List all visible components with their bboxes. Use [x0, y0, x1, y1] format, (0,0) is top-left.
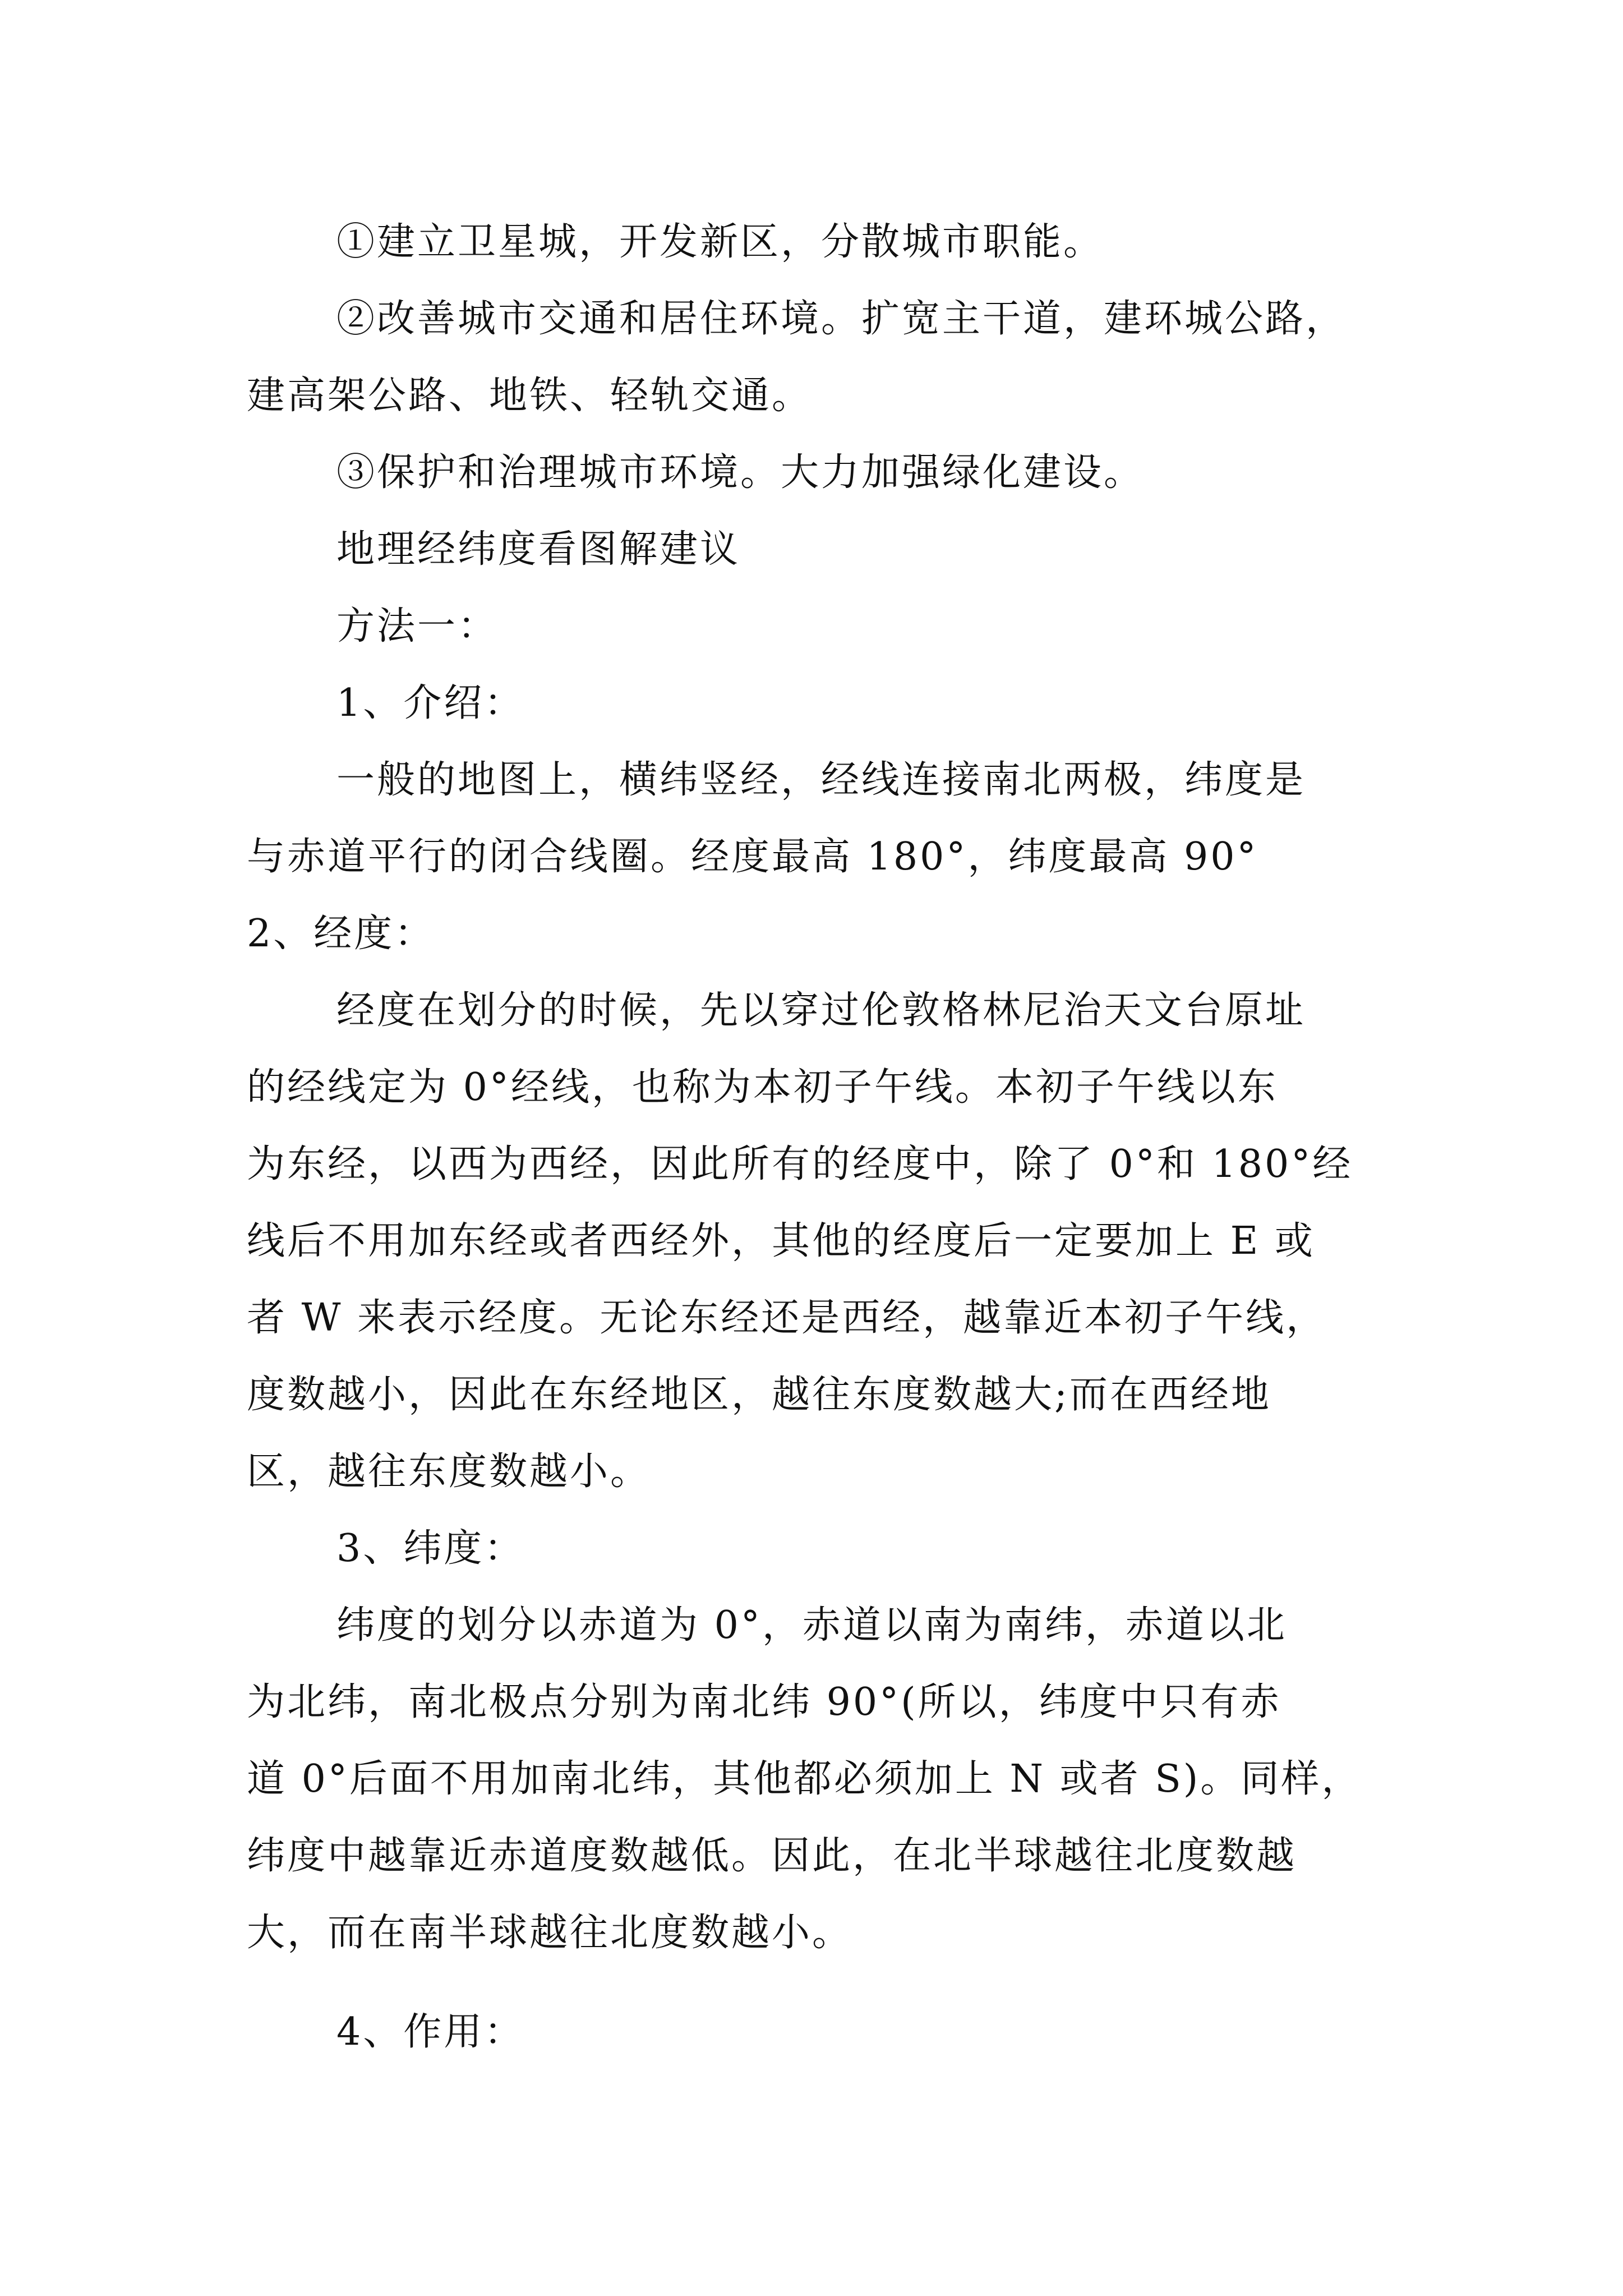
paragraph-line: 大，而在南半球越往北度数越小。	[247, 1911, 853, 1955]
subsection-heading: 2、经度：	[247, 912, 435, 956]
paragraph-line: 者 W 来表示经度。无论东经还是西经，越靠近本初子午线，	[247, 1296, 1327, 1340]
paragraph-line: 线后不用加东经或者西经外，其他的经度后一定要加上 E 或	[247, 1219, 1315, 1263]
paragraph-line: 经度在划分的时候，先以穿过伦敦格林尼治天文台原址	[336, 988, 1306, 1033]
paragraph-line: ②改善城市交通和居住环境。扩宽主干道，建环城公路，	[336, 297, 1347, 341]
subsection-heading: 3、纬度：	[336, 1526, 525, 1571]
paragraph-line: 为北纬，南北极点分别为南北纬 90°(所以，纬度中只有赤	[247, 1680, 1281, 1724]
paragraph-line: 道 0°后面不用加南北纬，其他都必须加上 N 或者 S)。同样，	[247, 1757, 1362, 1801]
paragraph-line: ③保护和治理城市环境。大力加强绿化建设。	[336, 450, 1145, 495]
paragraph-line: 度数越小，因此在东经地区，越往东度数越大;而在西经地	[247, 1373, 1271, 1417]
paragraph-line: 的经线定为 0°经线，也称为本初子午线。本初子午线以东	[247, 1065, 1278, 1110]
paragraph-line: 为东经，以西为西经，因此所有的经度中，除了 0°和 180°经	[247, 1142, 1353, 1186]
paragraph-line: ①建立卫星城，开发新区，分散城市职能。	[336, 220, 1104, 264]
paragraph-line: 建高架公路、地铁、轻轨交通。	[247, 374, 813, 418]
paragraph-line: 纬度中越靠近赤道度数越低。因此，在北半球越往北度数越	[247, 1834, 1297, 1878]
method-heading: 方法一：	[336, 604, 499, 648]
paragraph-line: 与赤道平行的闭合线圈。经度最高 180°，纬度最高 90°	[247, 835, 1258, 879]
section-heading: 地理经纬度看图解建议	[336, 527, 741, 572]
paragraph-line: 区，越往东度数越小。	[247, 1450, 651, 1494]
subsection-heading: 1、介绍：	[336, 681, 525, 725]
paragraph-line: 一般的地图上，横纬竖经，经线连接南北两极，纬度是	[336, 758, 1306, 802]
paragraph-line: 纬度的划分以赤道为 0°，赤道以南为南纬，赤道以北	[336, 1603, 1287, 1648]
subsection-heading: 4、作用：	[336, 2010, 525, 2054]
